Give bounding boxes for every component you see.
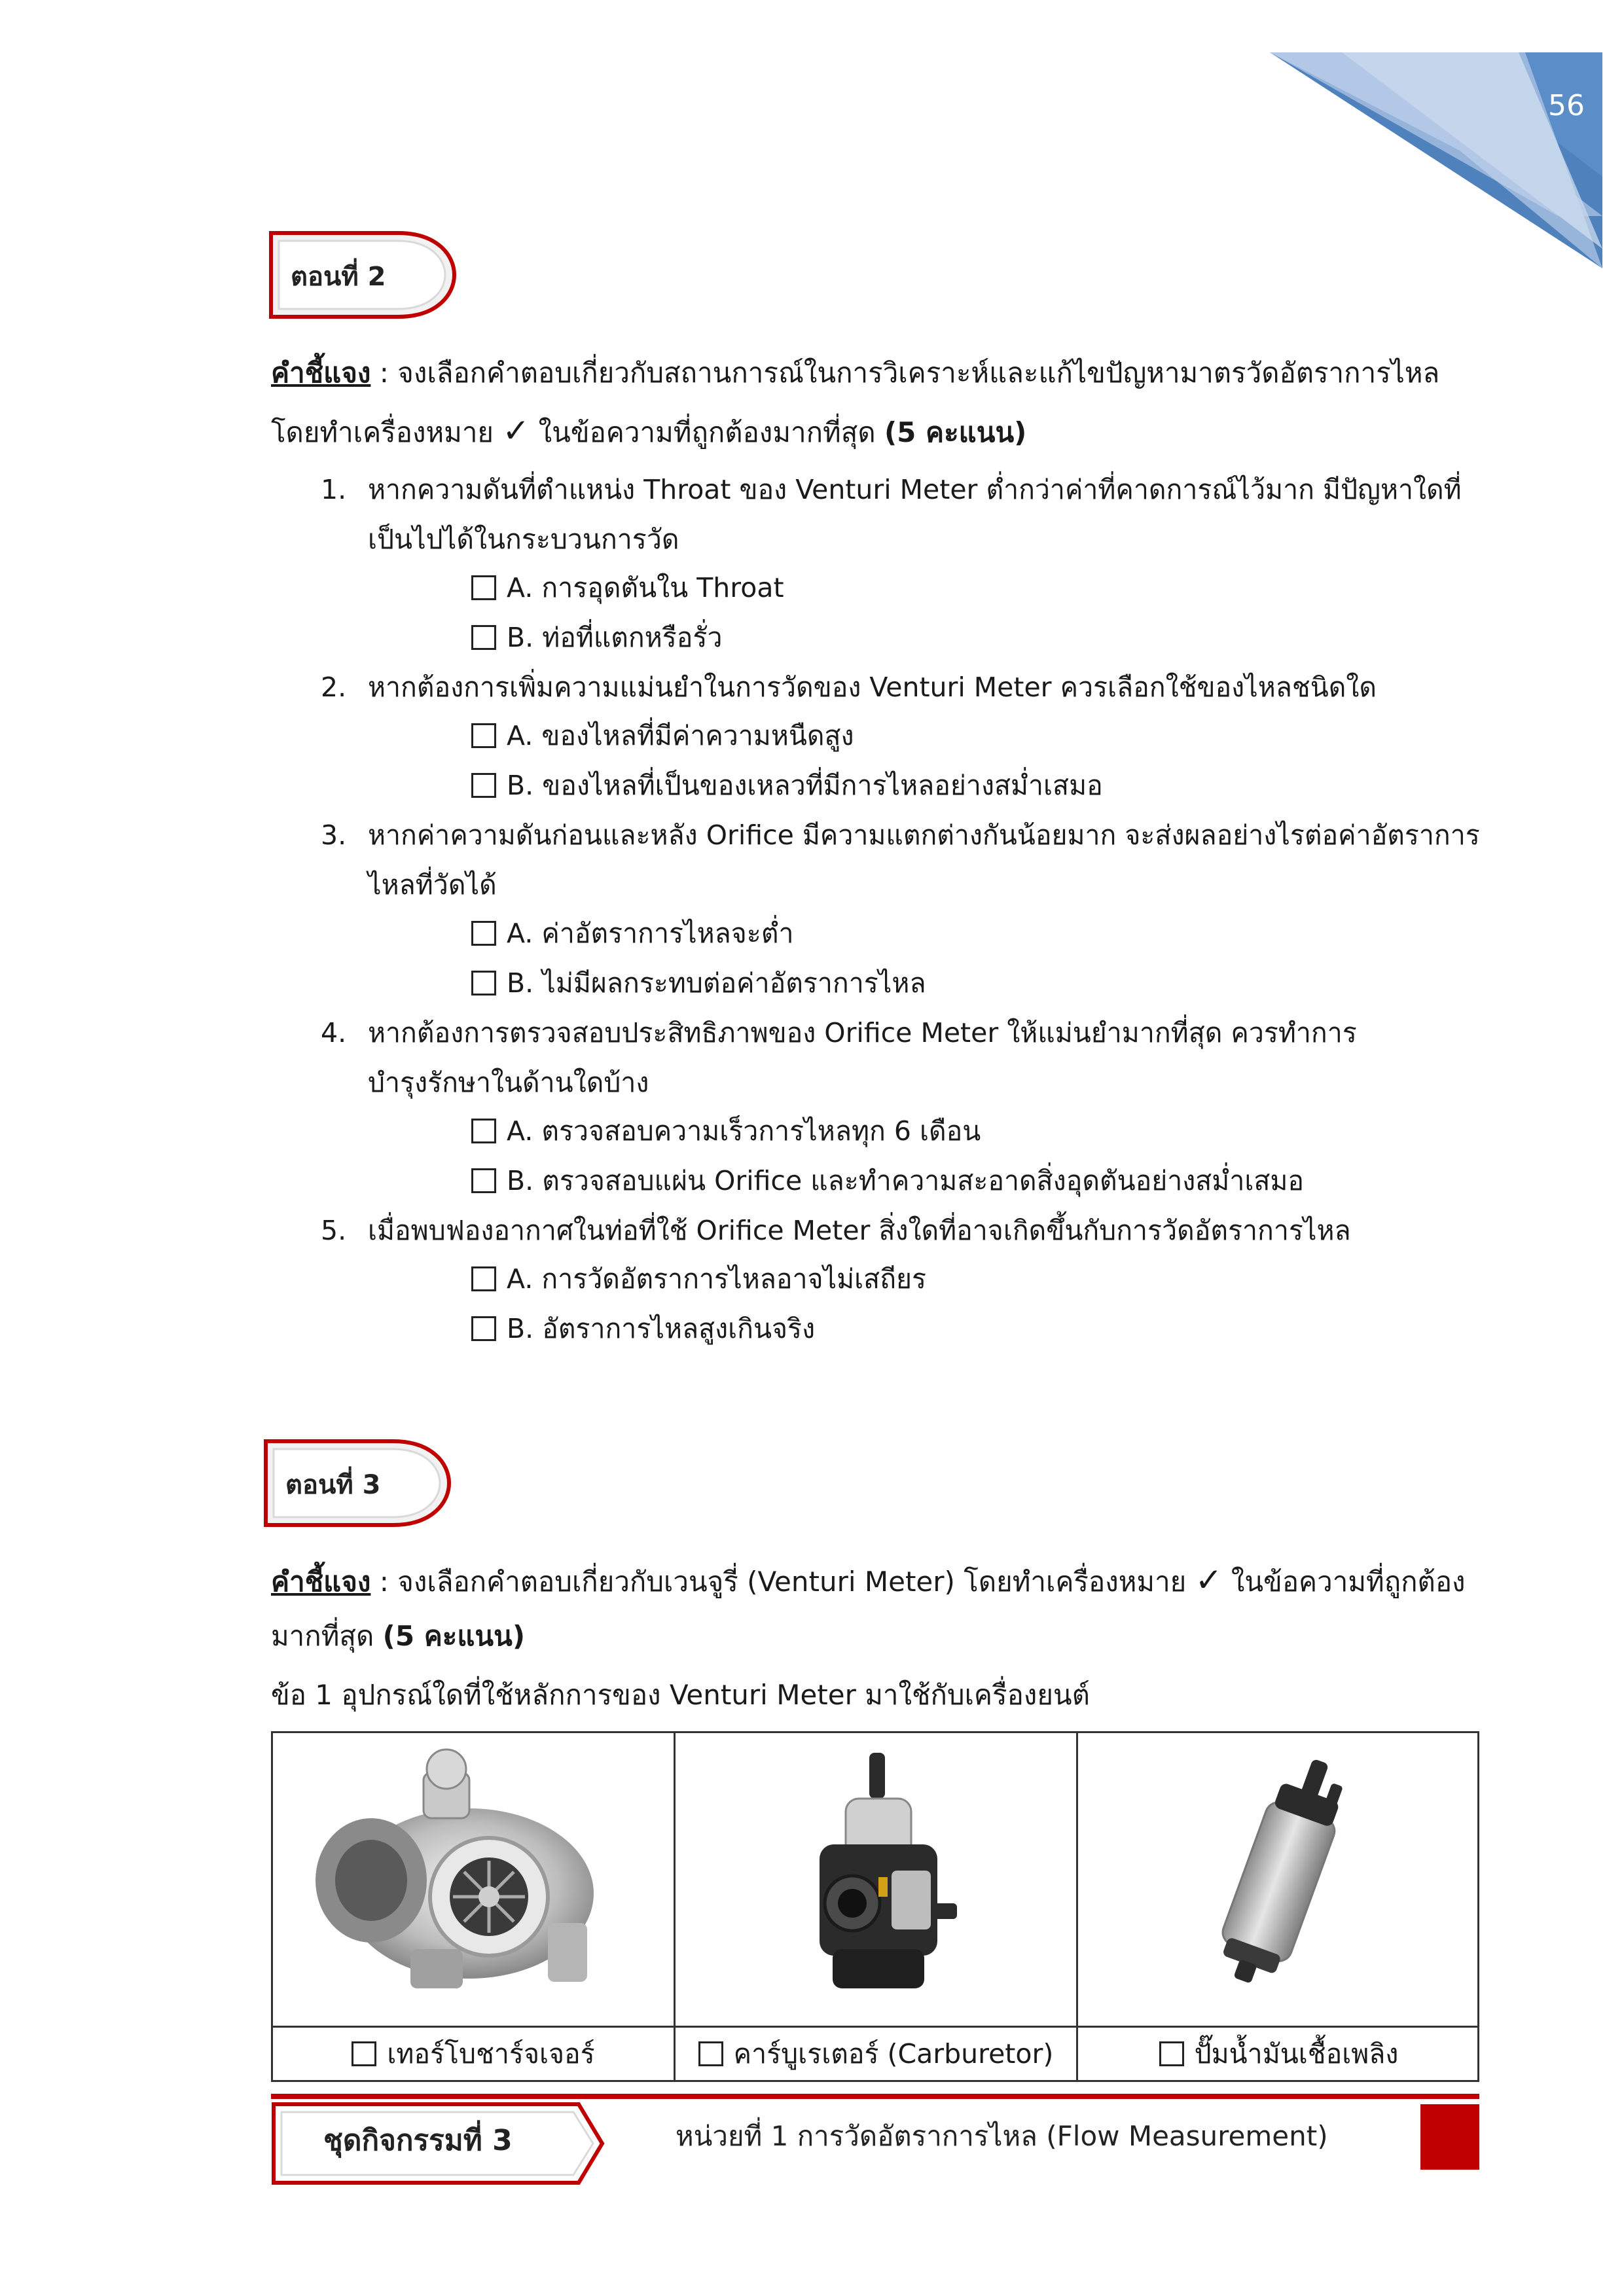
checkbox-icon[interactable] (471, 625, 496, 650)
checkbox-icon[interactable] (471, 773, 496, 798)
checkbox-icon[interactable] (471, 1266, 496, 1291)
choice-cell-turbocharger (273, 1733, 676, 2080)
option-label: B. ไม่มีผลกระทบต่อค่าอัตราการไหล (507, 967, 926, 999)
score-label: (5 คะแนน) (382, 1620, 526, 1652)
choice-label: คาร์บูเรเตอร์ (Carburetor) (733, 2038, 1054, 2070)
section-3-question-1: ข้อ 1 อุปกรณ์ใดที่ใช้หลักการของ Venturi Meter มาใช้กับเครื่องยนต์ (271, 1679, 1090, 1711)
checkbox-icon[interactable] (471, 971, 496, 996)
section-2-label: ตอนที่ 2 (291, 262, 386, 292)
option-checkbox[interactable] (471, 766, 1103, 805)
section-3-label: ตอนที่ 3 (285, 1470, 381, 1500)
section-2-tab (267, 229, 457, 321)
checkbox-icon[interactable] (471, 575, 496, 600)
checkbox-icon[interactable] (471, 1316, 496, 1341)
option-checkbox[interactable] (471, 1161, 1304, 1200)
unit-title: หน่วยที่ 1 การวัดอัตราการไหล (Flow Measurement) (676, 2120, 1328, 2152)
checkbox-icon[interactable] (471, 723, 496, 748)
option-checkbox[interactable] (471, 618, 722, 657)
option-label: A. ตรวจสอบความเร็วการไหลทุก 6 เดือน (507, 1115, 981, 1147)
section-3-tab (262, 1437, 452, 1529)
question-number: 1. (321, 474, 347, 505)
checkmark-icon: ✓ (502, 412, 530, 450)
score-label: (5 คะแนน) (884, 416, 1027, 448)
section-3-instruction-line1 (271, 1560, 1466, 1602)
question-number: 4. (321, 1017, 347, 1049)
corner-decoration (1244, 52, 1610, 275)
option-label: B. ท่อที่แตกหรือรั่ว (507, 622, 723, 653)
instruction-text: จงเลือกคำตอบเกี่ยวกับสถานการณ์ในการวิเคราะห์และแก้ไขปัญหามาตรวัดอัตราการไหล (397, 357, 1440, 389)
option-checkbox[interactable] (471, 568, 784, 607)
instruction-text: โดยทำเครื่องหมาย (271, 416, 494, 448)
question-number: 3. (321, 819, 347, 851)
option-checkbox[interactable] (471, 914, 793, 953)
option-checkbox[interactable] (471, 1309, 815, 1348)
checkbox-icon[interactable] (352, 2041, 376, 2066)
instruction-text: ในข้อความที่ถูกต้องมากที่สุด (538, 416, 876, 448)
choice-cell-fuel-pump (1078, 1733, 1479, 2080)
instruction-heading: คำชี้แจง (271, 357, 371, 389)
instruction-separator: : (370, 357, 398, 389)
section-2-instruction-line1 (271, 353, 1439, 393)
question-text: หากต้องการตรวจสอบประสิทธิภาพของ Orifice Meter ให้แม่นยำมากที่สุด ควรทำการ (368, 1017, 1357, 1049)
choice-fuel-pump[interactable] (1078, 2026, 1479, 2080)
option-label: A. การอุดตันใน Throat (507, 572, 784, 603)
option-checkbox[interactable] (471, 963, 926, 1003)
option-label: B. อัตราการไหลสูงเกินจริง (507, 1313, 816, 1344)
question-3-line2: ไหลที่วัดได้ (368, 869, 497, 901)
option-label: A. ค่าอัตราการไหลจะต่ำ (507, 918, 794, 949)
checkbox-icon[interactable] (471, 921, 496, 946)
activity-set-label: ชุดกิจกรรมที่ 3 (323, 2124, 513, 2157)
checkmark-icon: ✓ (1195, 1561, 1223, 1599)
checkbox-icon[interactable] (471, 1168, 496, 1193)
question-1-line2: เป็นไปได้ในกระบวนการวัด (368, 524, 679, 555)
question-text: หากความดันที่ตำแหน่ง Throat ของ Venturi Meter ต่ำกว่าค่าที่คาดการณ์ไว้มาก มีปัญหาใดที่ (368, 474, 1462, 505)
choice-label: ปั๊มน้ำมันเชื้อเพลิง (1194, 2038, 1399, 2070)
page-footer (271, 2091, 1479, 2189)
choice-turbocharger[interactable] (273, 2026, 674, 2080)
turbocharger-image (273, 1733, 674, 2028)
checkbox-icon[interactable] (698, 2041, 723, 2066)
section-3-instruction-line2 (271, 1617, 525, 1656)
option-checkbox[interactable] (471, 1259, 926, 1299)
choice-label: เทอร์โบชาร์จเจอร์ (387, 2038, 595, 2070)
question-number: 5. (321, 1215, 347, 1246)
instruction-heading: คำชี้แจง (271, 1566, 371, 1598)
fuel-pump-image (1078, 1733, 1479, 2028)
question-text: หากต้องการเพิ่มความแม่นยำในการวัดของ Venturi Meter ควรเลือกใช้ของไหลชนิดใด (368, 672, 1377, 703)
option-label: A. การวัดอัตราการไหลอาจไม่เสถียร (507, 1263, 927, 1295)
checkbox-icon[interactable] (471, 1119, 496, 1143)
question-number: 2. (321, 672, 347, 703)
question-4-line2: บำรุงรักษาในด้านใดบ้าง (368, 1067, 649, 1098)
choice-carburetor[interactable] (676, 2026, 1076, 2080)
checkbox-icon[interactable] (1159, 2041, 1184, 2066)
instruction-separator: : (370, 1566, 398, 1598)
instruction-text: จงเลือกคำตอบเกี่ยวกับเวนจูรี่ (Venturi Meter) โดยทำเครื่องหมาย (397, 1566, 1187, 1598)
choice-cell-carburetor (676, 1733, 1078, 2080)
carburetor-image (676, 1733, 1076, 2028)
question-text: เมื่อพบฟองอากาศในท่อที่ใช้ Orifice Meter สิ่งใดที่อาจเกิดขึ้นกับการวัดอัตราการไหล (368, 1215, 1351, 1246)
option-label: A. ของไหลที่มีค่าความหนืดสูง (507, 720, 854, 751)
option-label: B. ตรวจสอบแผ่น Orifice และทำความสะอาดสิ่งอุดตันอย่างสม่ำเสมอ (507, 1165, 1305, 1196)
option-checkbox[interactable] (471, 1111, 981, 1151)
instruction-text: มากที่สุด (271, 1620, 374, 1652)
section-2-instruction-line2 (271, 411, 1026, 452)
instruction-text: ในข้อความที่ถูกต้อง (1231, 1566, 1466, 1598)
choice-image-table (271, 1731, 1479, 2082)
question-text: หากค่าความดันก่อนและหลัง Orifice มีความแตกต่างกันน้อยมาก จะส่งผลอย่างไรต่อค่าอัตราการ (368, 819, 1480, 851)
page-number: 56 (1548, 89, 1585, 122)
option-label: B. ของไหลที่เป็นของเหลวที่มีการไหลอย่างสม่ำเสมอ (507, 770, 1103, 801)
option-checkbox[interactable] (471, 716, 854, 755)
